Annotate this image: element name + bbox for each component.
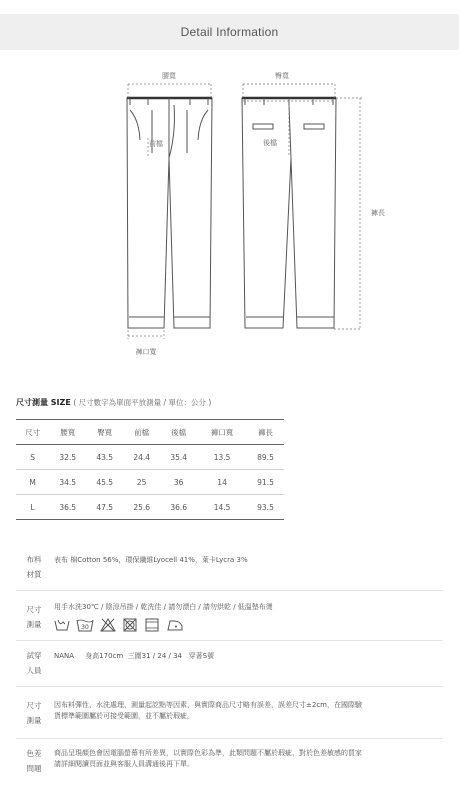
wash-30-icon xyxy=(76,618,94,632)
back-rise-label: 後檔 xyxy=(263,139,277,147)
care-text: 用手水洗30℃ / 陰涼吊掛 / 乾洗佳 / 請勿漂白 / 請勿烘乾 / 低溫墊布燙 xyxy=(54,603,273,611)
detail-information-header xyxy=(0,14,459,50)
measurement-text: 因布料彈性、水洗處理、測量起訖點等因素，與實際商品尺寸略有誤差，誤差尺寸±2cm，在國際驗 貨標準範圍屬於可接受範圍，並不屬於瑕疵。 xyxy=(54,701,362,720)
model-label: 試穿 人員 xyxy=(26,651,42,675)
care-icons xyxy=(54,618,184,632)
table-cell: 24.4 xyxy=(133,452,151,462)
waist-label: 腰寬 xyxy=(162,72,176,80)
table-row xyxy=(16,495,284,520)
hand-wash-icon xyxy=(54,618,70,632)
col-header: 褲口寬 xyxy=(210,427,234,437)
table-cell: 14 xyxy=(217,477,227,487)
table-cell: M xyxy=(29,477,36,487)
col-header: 前檔 xyxy=(134,427,150,437)
size-title-text: 尺寸測量 SIZE xyxy=(16,398,71,407)
fabric-label: 布料 材質 xyxy=(26,555,42,579)
size-table-header-row xyxy=(16,420,284,445)
care-label: 尺寸 測量 xyxy=(26,605,42,629)
table-cell: 34.5 xyxy=(59,477,77,487)
table-cell: 14.5 xyxy=(213,502,231,512)
col-header: 臀寬 xyxy=(97,427,113,437)
table-cell: 25.6 xyxy=(133,502,151,512)
model-text: NANA 身高170cm 三圍31 / 24 / 34 穿著S號 xyxy=(54,652,215,660)
table-cell: 89.5 xyxy=(257,452,274,462)
table-cell: 36 xyxy=(173,477,184,487)
hip-label: 臀寬 xyxy=(275,72,289,80)
table-cell: L xyxy=(30,502,35,512)
table-cell: 36.6 xyxy=(170,502,188,512)
size-section-title xyxy=(16,397,211,408)
table-cell: 35.4 xyxy=(170,452,188,462)
table-cell: 47.5 xyxy=(96,502,114,512)
table-cell: 91.5 xyxy=(257,477,274,487)
fabric-info-row xyxy=(16,548,443,591)
hem-label: 褲口寬 xyxy=(135,348,157,356)
color-note-row xyxy=(16,744,443,786)
wash-temp-text: 30 xyxy=(81,624,89,631)
size-table xyxy=(16,419,284,520)
pants-measurement-diagram xyxy=(0,58,459,368)
front-pants-drawing xyxy=(127,98,212,328)
col-header: 腰寬 xyxy=(60,427,76,437)
front-rise-label: 前檔 xyxy=(149,140,163,148)
no-bleach-icon xyxy=(100,618,116,632)
fabric-text: 表布 棉Cotton 56%，環保纖維Lyocell 41%，萊卡Lycra 3% xyxy=(54,556,248,564)
color-label: 色差 問題 xyxy=(26,749,42,773)
measurement-label: 尺寸 測量 xyxy=(26,701,42,725)
dry-clean-icon xyxy=(144,618,160,632)
table-cell: 36.5 xyxy=(59,502,77,512)
col-header: 後檔 xyxy=(171,427,187,437)
col-header: 尺寸 xyxy=(25,427,41,437)
table-cell: 25 xyxy=(136,477,147,487)
table-cell: 93.5 xyxy=(257,502,274,512)
header-title: Detail Information xyxy=(180,25,279,39)
color-text: 商品呈現顏色會因電腦螢幕有所差異，以實際色彩為準，此類問題不屬於瑕疵，對於色差敏感的買家 請詳細閱讀頁面並與客服人員溝通後再下單。 xyxy=(54,749,362,768)
size-title-note: ( 尺寸數字為單面平放測量 / 單位：公分 ) xyxy=(73,398,212,407)
col-header: 褲長 xyxy=(257,427,273,437)
table-row xyxy=(16,445,284,470)
table-row xyxy=(16,470,284,495)
table-cell: 45.5 xyxy=(96,477,114,487)
table-cell: 13.5 xyxy=(213,452,231,462)
back-pants-drawing xyxy=(242,98,336,328)
model-info-row xyxy=(16,646,443,687)
table-cell: 32.5 xyxy=(59,452,77,462)
no-tumble-dry-icon xyxy=(122,618,138,632)
length-label: 褲長 xyxy=(371,209,385,217)
table-cell: S xyxy=(30,452,35,462)
table-cell: 43.5 xyxy=(96,452,114,462)
care-info-row xyxy=(16,598,443,641)
iron-low-icon xyxy=(166,618,184,632)
measurement-note-row xyxy=(16,696,443,739)
